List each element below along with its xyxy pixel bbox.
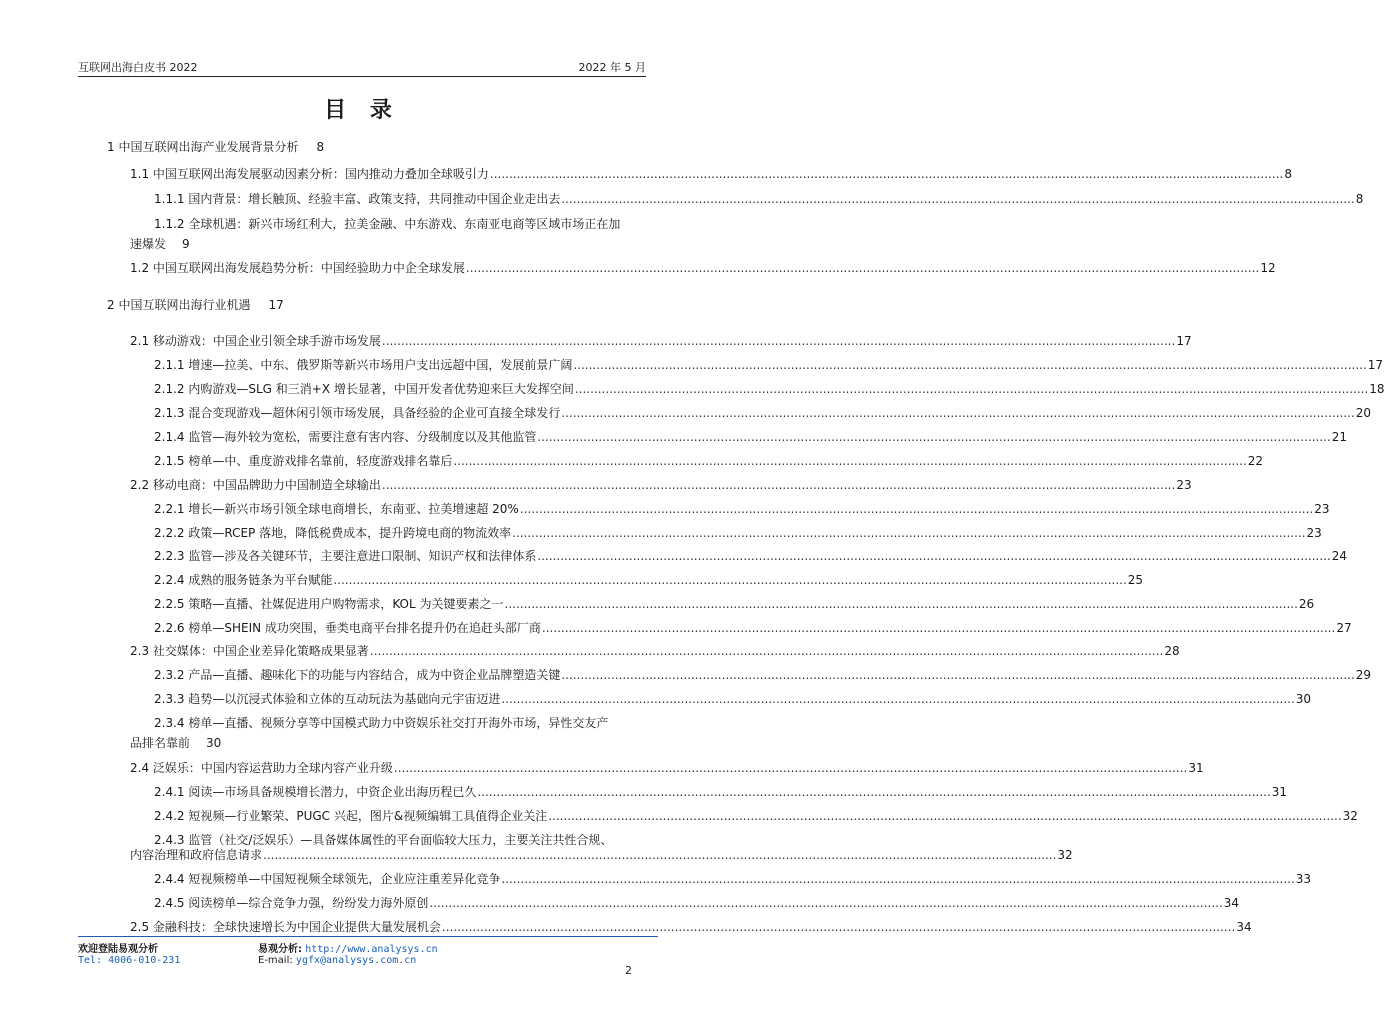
toc-entry[interactable] bbox=[107, 297, 284, 313]
toc-entry-title: 2.3.4 榜单—直播、视频分享等中国模式助力中资娱乐社交打开海外市场，异性交友产 bbox=[154, 716, 609, 730]
toc-entry-page: 25 bbox=[1127, 573, 1144, 587]
toc-entry-title: 2.2.6 榜单—SHEIN 成功突围，垂类电商平台排名提升仍在追赶头部厂商 bbox=[154, 621, 541, 635]
toc-entry-title: 2.3.2 产品—直播、趣味化下的功能与内容结合，成为中资企业品牌塑造关键 bbox=[154, 668, 561, 682]
page-number: 2 bbox=[625, 964, 632, 977]
toc-entry[interactable] bbox=[154, 429, 1348, 445]
toc-entry-continuation[interactable] bbox=[130, 236, 190, 252]
toc-leader-dots bbox=[489, 166, 1284, 182]
toc-entry-title: 1.1.2 全球机遇：新兴市场红利大，拉美金融、中东游戏、东南亚电商等区域市场正在加 bbox=[154, 217, 621, 231]
toc-leader-dots bbox=[369, 643, 1164, 659]
toc-entry-title: 2.2.5 策略—直播、社媒促进用户购物需求，KOL 为关键要素之一 bbox=[154, 597, 504, 611]
toc-entry[interactable] bbox=[154, 620, 1352, 636]
toc-entry-title: 2.4.4 短视频榜单—中国短视频全球领先，企业应注重差异化竞争 bbox=[154, 872, 501, 886]
toc-entry-page: 34 bbox=[1223, 896, 1240, 910]
toc-leader-dots bbox=[547, 808, 1342, 824]
toc-entry-page: 23 bbox=[1314, 502, 1330, 516]
toc-entry-page: 17 bbox=[268, 298, 284, 312]
toc-entry[interactable] bbox=[154, 501, 1330, 517]
toc-entry-title: 2 中国互联网出海行业机遇 bbox=[107, 298, 251, 312]
footer-site-link[interactable]: http://www.analysys.cn bbox=[305, 944, 438, 955]
toc-entry[interactable] bbox=[154, 548, 1348, 564]
toc-entry-title-cont: 内容治理和政府信息请求 bbox=[130, 848, 263, 862]
toc-entry-title: 2.1.4 监管—海外较为宽松，需要注意有害内容、分级制度以及其他监管 bbox=[154, 430, 537, 444]
page-header bbox=[78, 57, 646, 77]
toc-leader-dots bbox=[441, 919, 1236, 935]
toc-entry-title-cont: 速爆发 bbox=[130, 237, 167, 251]
toc-entry-page: 33 bbox=[1295, 872, 1312, 886]
toc-entry-page: 24 bbox=[1331, 549, 1348, 563]
toc-entry-title: 2.5 金融科技：全球快速增长为中国企业提供大量发展机会 bbox=[130, 920, 441, 934]
toc-entry[interactable] bbox=[154, 691, 1312, 707]
toc-entry-title: 2.2 移动电商：中国品牌助力中国制造全球输出 bbox=[130, 478, 381, 492]
toc-entry-page: 23 bbox=[1306, 526, 1322, 540]
toc-entry[interactable] bbox=[154, 808, 1358, 824]
toc-entry-title-cont: 品排名靠前 bbox=[130, 736, 191, 750]
toc-entry-page: 20 bbox=[1355, 406, 1372, 420]
toc-entry-page: 18 bbox=[1369, 382, 1385, 396]
toc-leader-dots bbox=[572, 357, 1367, 373]
toc-entry[interactable] bbox=[154, 871, 1312, 887]
toc-entry-title: 2.2.1 增长—新兴市场引领全球电商增长，东南亚、拉美增速超 20% bbox=[154, 502, 519, 516]
toc-entry-title: 2.1.1 增速—拉美、中东、俄罗斯等新兴市场用户支出远超中国，发展前景广阔 bbox=[154, 358, 573, 372]
toc-entry[interactable] bbox=[107, 139, 324, 155]
toc-entry-page: 30 bbox=[1295, 692, 1312, 706]
toc-entry[interactable] bbox=[154, 357, 1384, 373]
header-doc-title: 互联网出海白皮书 2022 bbox=[78, 61, 198, 74]
toc-entry[interactable] bbox=[130, 477, 1192, 493]
toc-entry-title: 2.4 泛娱乐：中国内容运营助力全球内容产业升级 bbox=[130, 761, 393, 775]
toc-leader-dots bbox=[560, 667, 1355, 683]
toc-entry-title: 2.1.3 混合变现游戏—超休闲引领市场发展，具备经验的企业可直接全球发行 bbox=[154, 406, 561, 420]
toc-leader-dots bbox=[574, 381, 1369, 397]
toc-entry-title: 2.2.4 成熟的服务链条为平台赋能 bbox=[154, 573, 333, 587]
toc-entry[interactable] bbox=[154, 191, 1364, 207]
toc-leader-dots bbox=[393, 760, 1188, 776]
toc-entry[interactable] bbox=[154, 667, 1372, 683]
toc-entry-title: 2.1 移动游戏：中国企业引领全球手游市场发展 bbox=[130, 334, 381, 348]
toc-entry-page: 29 bbox=[1355, 668, 1372, 682]
toc-entry[interactable] bbox=[154, 453, 1264, 469]
toc-entry[interactable] bbox=[154, 572, 1144, 588]
toc-leader-dots bbox=[476, 784, 1271, 800]
toc-entry-page: 9 bbox=[182, 237, 190, 251]
toc-entry-page: 30 bbox=[206, 736, 222, 750]
toc-entry-page: 31 bbox=[1271, 785, 1288, 799]
toc-entry-title: 2.1.2 内购游戏—SLG 和三消+X 增长显著，中国开发者优势迎来巨大发挥空间 bbox=[154, 382, 574, 396]
toc-entry-page: 23 bbox=[1176, 478, 1192, 492]
toc-entry-title: 2.4.2 短视频—行业繁荣、PUGC 兴起，图片&视频编辑工具值得企业关注 bbox=[154, 809, 548, 823]
toc-entry-page: 32 bbox=[1342, 809, 1358, 823]
toc-entry-page: 12 bbox=[1260, 261, 1276, 275]
footer-email-label: E-mail: bbox=[258, 955, 293, 966]
toc-entry[interactable] bbox=[154, 715, 608, 731]
toc-entry-page: 26 bbox=[1298, 597, 1315, 611]
toc-entry[interactable] bbox=[130, 760, 1204, 776]
toc-entry-title: 2.2.3 监管—涉及各关键环节，主要注意进口限制、知识产权和法律体系 bbox=[154, 549, 537, 563]
toc-entry[interactable] bbox=[154, 596, 1315, 612]
toc-entry[interactable] bbox=[154, 216, 620, 232]
toc-leader-dots bbox=[332, 572, 1127, 588]
toc-leader-dots bbox=[262, 847, 1057, 863]
toc-entry[interactable] bbox=[154, 832, 612, 848]
footer-welcome: 欢迎登陆易观分析 bbox=[78, 944, 158, 955]
toc-title: 目 录 bbox=[324, 98, 400, 123]
toc-leader-dots bbox=[519, 501, 1314, 517]
toc-entry-page: 17 bbox=[1176, 334, 1192, 348]
toc-entry[interactable] bbox=[154, 405, 1372, 421]
footer-email-link[interactable]: ygfx@analysys.com.cn bbox=[295, 955, 417, 966]
toc-entry-continuation[interactable] bbox=[130, 735, 221, 751]
toc-entry-page: 32 bbox=[1057, 848, 1073, 862]
toc-entry[interactable] bbox=[130, 260, 1276, 276]
toc-entry-page: 28 bbox=[1164, 644, 1180, 658]
toc-entry[interactable] bbox=[154, 525, 1322, 541]
footer-tel[interactable]: Tel: 4006-010-231 bbox=[78, 955, 181, 966]
toc-leader-dots bbox=[500, 871, 1295, 887]
toc-leader-dots bbox=[465, 260, 1260, 276]
toc-entry[interactable] bbox=[130, 643, 1180, 659]
toc-entry-page: 8 bbox=[316, 140, 325, 154]
toc-leader-dots bbox=[536, 548, 1331, 564]
toc-leader-dots bbox=[504, 596, 1299, 612]
toc-entry-title: 1.2 中国互联网出海发展趋势分析：中国经验助力中企全球发展 bbox=[130, 261, 465, 275]
toc-leader-dots bbox=[381, 333, 1176, 349]
toc-entry-page: 27 bbox=[1336, 621, 1352, 635]
toc-entry[interactable] bbox=[154, 895, 1240, 911]
toc-entry[interactable] bbox=[154, 784, 1288, 800]
footer-site-label: 易观分析: bbox=[258, 944, 302, 955]
toc-leader-dots bbox=[428, 895, 1223, 911]
toc-entry-title: 2.1.5 榜单—中、重度游戏排名靠前，轻度游戏排名靠后 bbox=[154, 454, 453, 468]
toc-entry[interactable] bbox=[130, 166, 1292, 182]
toc-leader-dots bbox=[381, 477, 1176, 493]
toc-entry-page: 8 bbox=[1284, 167, 1292, 181]
toc-entry[interactable] bbox=[130, 333, 1192, 349]
toc-leader-dots bbox=[500, 691, 1295, 707]
page-footer bbox=[78, 936, 658, 966]
toc-entry-title: 2.4.3 监管（社交/泛娱乐）—具备媒体属性的平台面临较大压力，主要关注共性合规、 bbox=[154, 833, 613, 847]
toc-entry-page: 21 bbox=[1331, 430, 1348, 444]
toc-entry-title: 2.2.2 政策—RCEP 落地，降低税费成本，提升跨境电商的物流效率 bbox=[154, 526, 512, 540]
toc-entry-title: 2.4.1 阅读—市场具备规模增长潜力，中资企业出海历程已久 bbox=[154, 785, 477, 799]
toc-entry-title: 2.4.5 阅读榜单—综合竞争力强，纷纷发力海外原创 bbox=[154, 896, 429, 910]
toc-entry-title: 1 中国互联网出海产业发展背景分析 bbox=[107, 140, 299, 154]
toc-entry-page: 8 bbox=[1355, 192, 1364, 206]
toc-entry[interactable] bbox=[154, 381, 1385, 397]
toc-entry-title: 2.3 社交媒体：中国企业差异化策略成果显著 bbox=[130, 644, 369, 658]
toc-leader-dots bbox=[511, 525, 1306, 541]
toc-entry-title: 2.3.3 趋势—以沉浸式体验和立体的互动玩法为基础向元宇宙迈进 bbox=[154, 692, 501, 706]
toc-leader-dots bbox=[541, 620, 1336, 636]
toc-leader-dots bbox=[560, 405, 1355, 421]
toc-entry-page: 34 bbox=[1236, 920, 1252, 934]
toc-entry-title: 1.1 中国互联网出海发展驱动因素分析：国内推动力叠加全球吸引力 bbox=[130, 167, 489, 181]
toc-leader-dots bbox=[560, 191, 1355, 207]
toc-entry[interactable] bbox=[130, 919, 1252, 935]
header-date: 2022 年 5 月 bbox=[578, 61, 646, 74]
toc-leader-dots bbox=[536, 429, 1331, 445]
toc-entry-page: 31 bbox=[1188, 761, 1204, 775]
toc-leader-dots bbox=[452, 453, 1247, 469]
toc-entry-page: 17 bbox=[1367, 358, 1384, 372]
toc-entry-title: 1.1.1 国内背景：增长触顶、经验丰富、政策支持，共同推动中国企业走出去 bbox=[154, 192, 561, 206]
toc-entry-page: 22 bbox=[1247, 454, 1264, 468]
toc-entry-continuation[interactable] bbox=[130, 847, 1073, 863]
